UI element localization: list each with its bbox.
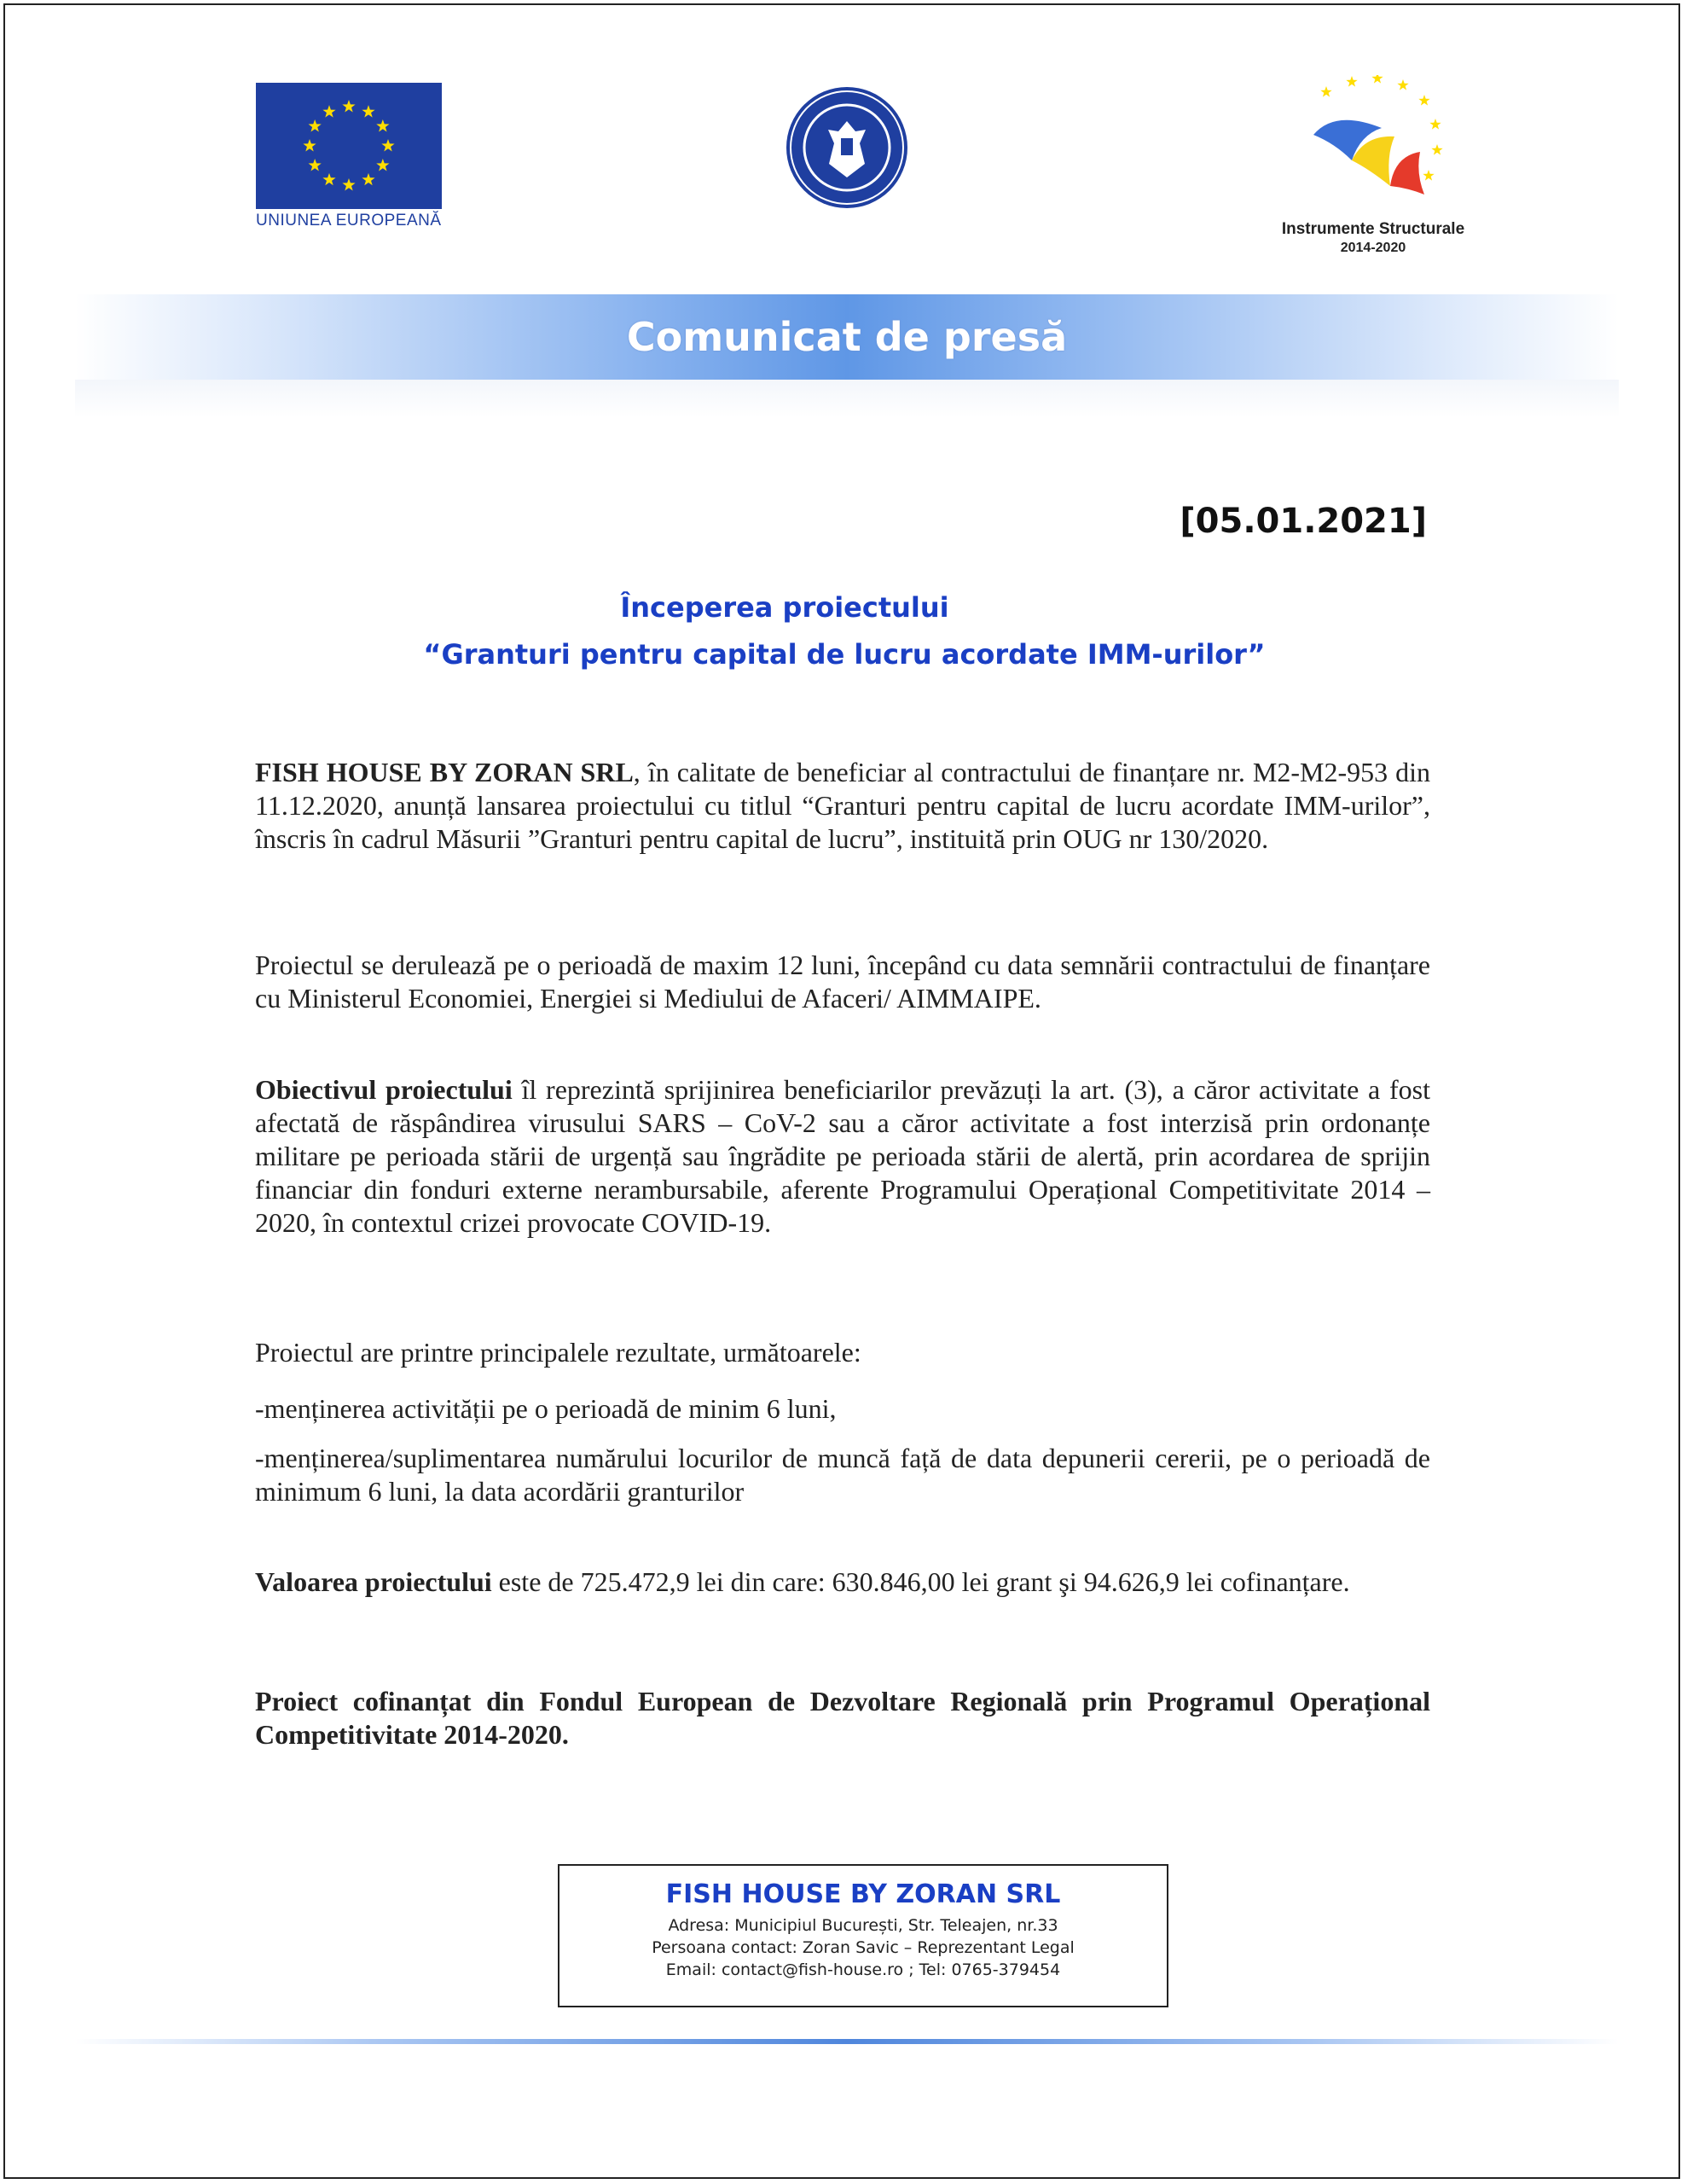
- banner-shadow: [75, 380, 1619, 418]
- cofinancing-statement: Proiect cofinanțat din Fondul European de Dezvoltare Regională prin Programul Operațional Competitivitate 2014-2020.: [255, 1686, 1430, 1750]
- is-star-icon: [1346, 76, 1357, 87]
- press-release-date: [05.01.2021]: [1180, 502, 1427, 541]
- eu-star-icon: [342, 178, 355, 190]
- eu-star-icon: [362, 105, 374, 117]
- is-star-icon: [1371, 75, 1383, 84]
- is-star-icon: [1431, 144, 1442, 155]
- is-star-icon: [1397, 79, 1408, 90]
- eu-flag-logo: [256, 83, 442, 209]
- result-item-2: -menținerea/suplimentarea numărului locurilor de muncă față de data depunerii cererii, pe o perioadă de minimum 6 luni, la data acordării granturilor: [255, 1443, 1430, 1507]
- eu-star-icon: [342, 100, 355, 112]
- eu-star-icon: [381, 139, 394, 151]
- eu-star-icon: [362, 173, 374, 185]
- is-caption-years: 2014-2020: [1340, 241, 1406, 255]
- paragraph-beneficiary-text: , în calitate de beneficiar al contractului de finanțare nr. M2-M2-953 din 11.12.2020, anunță lansarea proiectului cu titlul “Granturi pentru capital de lucru acordate IMM-urilor”, înscris în cadrul Măsurii ”Granturi pentru capital de lucru”, instituită prin OUG nr 130/2020.: [255, 757, 1430, 854]
- is-star-icon: [1320, 86, 1331, 97]
- instrumente-structurale-logo: [1301, 75, 1446, 212]
- project-title-line2: “Granturi pentru capital de lucru acordate IMM-urilor”: [423, 638, 1266, 671]
- eu-star-icon: [376, 119, 389, 131]
- is-star-icon: [1423, 170, 1434, 181]
- is-star-icon: [1418, 95, 1429, 106]
- eu-caption: UNIUNEA EUROPEANĂ: [256, 212, 442, 229]
- is-caption-title: Instrumente Structurale: [1281, 220, 1465, 238]
- eu-star-icon: [303, 139, 316, 151]
- paragraph-results-intro: Proiectul are printre principalele rezultate, următoarele:: [255, 1337, 861, 1368]
- eu-star-icon: [322, 105, 335, 117]
- banner-title: Comunicat de presă: [626, 314, 1068, 360]
- footer-contact-person: Persoana contact: Zoran Savic – Reprezentant Legal: [652, 1938, 1075, 1957]
- contact-box: [558, 1864, 1168, 2007]
- company-name-bold: FISH HOUSE BY ZORAN SRL: [255, 757, 634, 787]
- romanian-government-seal-icon: [785, 85, 909, 210]
- paragraph-value-text: este de 725.472,9 lei din care: 630.846,00 lei grant şi 94.626,9 lei cofinanțare.: [491, 1566, 1350, 1597]
- eu-star-icon: [322, 173, 335, 185]
- footer-email-phone: Email: contact@fish-house.ro ; Tel: 0765-379454: [665, 1960, 1061, 1979]
- eu-star-icon: [376, 159, 389, 171]
- project-title-line1: Începerea proiectului: [620, 591, 949, 624]
- paragraph-duration: Proiectul se derulează pe o perioadă de maxim 12 luni, începând cu data semnării contractului de finanțare cu Ministerul Economiei, Energiei si Mediului de Afaceri/ AIMMAIPE.: [255, 950, 1430, 1014]
- paragraph-objective: [255, 1073, 1430, 1240]
- is-star-icon: [1429, 119, 1441, 130]
- result-item-1: -menținerea activității pe o perioadă de minim 6 luni,: [255, 1393, 837, 1424]
- paragraph-value: [255, 1565, 1430, 1599]
- footer-company-name: FISH HOUSE BY ZORAN SRL: [665, 1879, 1061, 1909]
- footer-address: Adresa: Municipiul București, Str. Teleajen, nr.33: [668, 1916, 1058, 1935]
- value-label: Valoarea proiectului: [255, 1566, 492, 1597]
- paragraph-beneficiary: [255, 756, 1430, 856]
- paragraph-objective-text: îl reprezintă sprijinirea beneficiarilor prevăzuți la art. (3), a căror activitate a fost afectată de răspândirea virusului SARS – CoV-2 sau a căror activitate a fost interzisă prin ordonanțe militare pe perioada stării de urgență sau îngrădite pe perioada stării de alertă, prin acordarea de sprijin financiar din fonduri externe nerambursabile, aferente Programului Operațional Competitivitate 2014 – 2020, în contextul crizei provocate COVID-19.: [255, 1074, 1431, 1238]
- eu-star-icon: [309, 119, 322, 131]
- objective-label: Obiectivul proiectului: [255, 1074, 513, 1105]
- eu-star-icon: [309, 159, 322, 171]
- bottom-divider: [75, 2039, 1619, 2044]
- press-release-banner: [75, 294, 1619, 380]
